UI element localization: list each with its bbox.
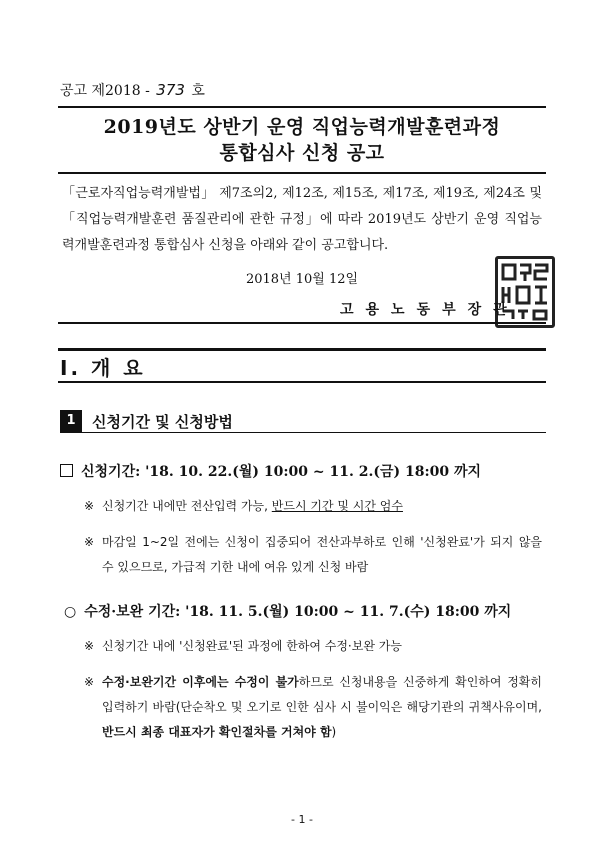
title-line-2: 통합심사 신청 공고: [219, 142, 385, 164]
application-note-1: [84, 494, 544, 519]
issuer-minister: 고용노동부장관: [340, 302, 519, 318]
application-period-label: 신청기간: '18. 10. 22.(월) 10:00 ~ 11. 2.(금) 18:00 까지: [81, 464, 482, 480]
revision-note-1-text: 신청기간 내에 '신청완료'된 과정에 한하여 수정·보완 가능: [102, 639, 402, 653]
page-number: - 1 -: [291, 813, 313, 826]
revision-note-2: [84, 670, 544, 745]
checkbox-square-icon: [60, 464, 73, 477]
reference-mark-icon: ※: [84, 535, 95, 549]
notice-prefix: 공고 제2018 -: [60, 83, 150, 99]
section-bottom-rule: [58, 381, 546, 383]
circle-bullet-icon: ○: [64, 604, 77, 620]
title-bottom-rule: [58, 172, 546, 174]
notice-handwritten-number: 373: [156, 81, 185, 99]
title-top-rule: [58, 106, 546, 108]
reference-mark-icon: ※: [84, 499, 95, 513]
revision-note-2-bold: 수정·보완기간 이후에는 수정이 불가: [102, 675, 299, 689]
application-note-2: [84, 530, 544, 580]
intro-paragraph: 「근로자직업능력개발법」 제7조의2, 제12조, 제15조, 제17조, 제19조, 제24조 및 「직업능력개발훈련 품질관리에 관한 규정」에 따라 2019년도 상반기 운영 직업능력개발훈련과정 통합심사 신청을 아래와 같이 공고합니다.: [62, 186, 542, 253]
revision-note-2-bold-2: 반드시 최종 대표자가 확인절차를 거쳐야 함: [102, 725, 332, 739]
subsection-number-badge: 1: [60, 410, 82, 432]
header-bottom-rule: [58, 322, 546, 324]
announcement-date: 2018년 10월 12일: [245, 272, 359, 287]
revision-note-2-end: ): [331, 725, 337, 739]
revision-period: [64, 601, 511, 621]
section-top-rule: [58, 348, 546, 351]
application-period: [60, 461, 481, 481]
revision-period-label: 수정·보완 기간: '18. 11. 5.(월) 10:00 ~ 11. 7.(수) 18:00 까지: [84, 604, 512, 620]
revision-note-2-text: 하므로 신청내용을 신중하게 확인하여 정확히 입력하기 바람(단순착오 및 오기로 인한 심사 시 불이익은 해당기관의 귀책사유이며,: [102, 675, 542, 714]
reference-mark-icon: ※: [84, 675, 95, 689]
notice-suffix: 호: [191, 83, 205, 99]
application-note-2-text: 마감일 1~2일 전에는 신청이 집중되어 전산과부하로 인해 '신청완료'가 되지 않을 수 있으므로, 가급적 기한 내에 여유 있게 신청 바람: [102, 535, 542, 574]
subsection-underline: [60, 432, 546, 433]
application-note-1-text: 신청기간 내에만 전산입력 가능,: [102, 499, 272, 513]
reference-mark-icon: ※: [84, 639, 95, 653]
section-heading-overview: Ⅰ. 개 요: [60, 356, 146, 380]
title-line-1: 2019년도 상반기 운영 직업능력개발훈련과정: [103, 116, 501, 138]
revision-note-1: [84, 634, 544, 659]
application-note-1-emphasis: 반드시 기간 및 시간 엄수: [271, 499, 403, 513]
subsection-title: 신청기간 및 신청방법: [92, 413, 233, 431]
notice-number: [60, 80, 205, 100]
